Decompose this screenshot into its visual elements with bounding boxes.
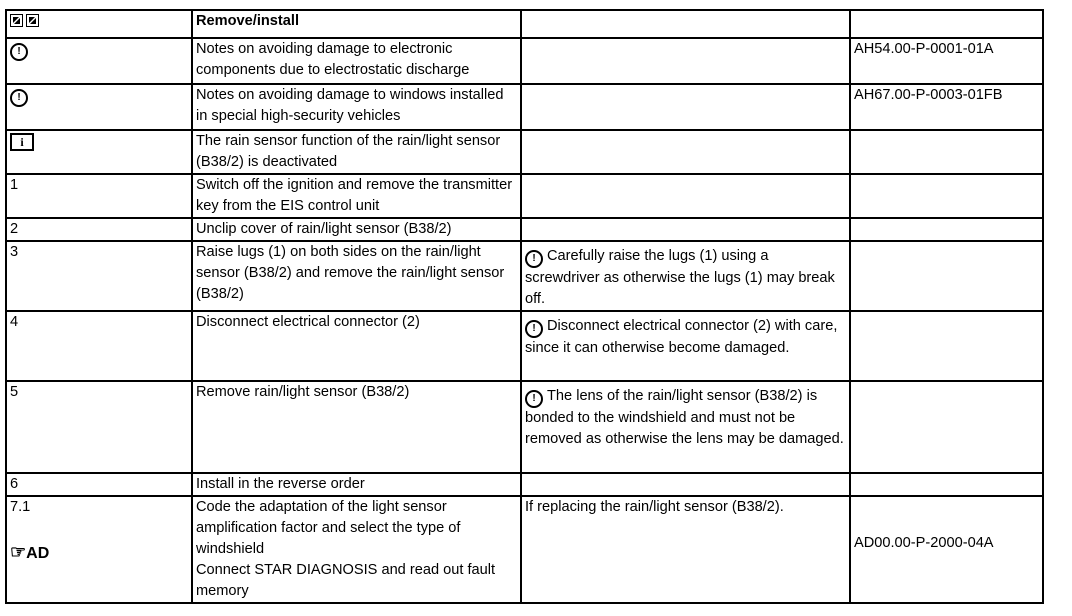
table-row — [6, 130, 1043, 174]
row-text: Switch off the ignition and remove the transmitter key from the EIS control unit — [192, 174, 521, 218]
table-row — [6, 496, 1043, 603]
collapse-icon[interactable] — [26, 14, 39, 27]
table-row — [6, 381, 1043, 473]
step-number: 6 — [6, 473, 192, 496]
row-text: Install in the reverse order — [192, 473, 521, 496]
info-icon: i — [10, 133, 34, 151]
procedure-table — [5, 9, 1044, 604]
step-number: 2 — [6, 218, 192, 241]
row-ref-link[interactable]: AH67.00-P-0003-01FB — [850, 84, 1043, 130]
table-row — [6, 174, 1043, 218]
row-text: The rain sensor function of the rain/light sensor (B38/2) is deactivated — [192, 130, 521, 174]
table-row — [6, 218, 1043, 241]
step-number: 3 — [6, 241, 192, 311]
row-text-2: Connect STAR DIAGNOSIS and read out fault memory — [196, 562, 496, 599]
table-row — [6, 38, 1043, 84]
row-ref-link[interactable]: AH54.00-P-0001-01A — [850, 38, 1043, 84]
row-note: The lens of the rain/light sensor (B38/2) is bonded to the windshield and must not be removed as otherwise the lens may be damaged. — [525, 388, 844, 447]
header-row — [6, 10, 1043, 38]
warning-icon: ! — [525, 250, 543, 268]
row-ref-link[interactable]: AD00.00-P-2000-04A — [854, 535, 994, 551]
row-text: Remove rain/light sensor (B38/2) — [192, 381, 521, 473]
table-row — [6, 84, 1043, 130]
row-text: Unclip cover of rain/light sensor (B38/2) — [192, 218, 521, 241]
row-note: Carefully raise the lugs (1) using a screwdriver as otherwise the lugs (1) may break off. — [525, 248, 835, 307]
step-number: 5 — [6, 381, 192, 473]
row-note: Disconnect electrical connector (2) with care, since it can otherwise become damaged. — [525, 318, 838, 356]
row-text: Disconnect electrical connector (2) — [192, 311, 521, 381]
table-row — [6, 473, 1043, 496]
warning-icon: ! — [10, 43, 28, 61]
row-note: If replacing the rain/light sensor (B38/2). — [521, 496, 850, 603]
step-number: 4 — [6, 311, 192, 381]
row-text: Notes on avoiding damage to electronic components due to electrostatic discharge — [192, 38, 521, 84]
row-text: Raise lugs (1) on both sides on the rain/light sensor (B38/2) and remove the rain/light sensor (B38/2) — [192, 241, 521, 311]
pointing-hand-icon: ☞ — [10, 542, 27, 562]
step-number: 7.1 — [10, 499, 31, 515]
row-text: Notes on avoiding damage to windows installed in special high-security vehicles — [192, 84, 521, 130]
table-row — [6, 311, 1043, 381]
warning-icon: ! — [10, 89, 28, 107]
table-row — [6, 241, 1043, 311]
warning-icon: ! — [525, 390, 543, 408]
ad-label[interactable]: ☞AD — [10, 542, 50, 562]
step-number: 1 — [6, 174, 192, 218]
header-icons-cell — [6, 10, 192, 38]
warning-icon: ! — [525, 320, 543, 338]
expand-icon[interactable] — [10, 14, 23, 27]
header-title: Remove/install — [192, 10, 521, 38]
row-text: Code the adaptation of the light sensor amplification factor and select the type of windshield — [196, 499, 461, 557]
